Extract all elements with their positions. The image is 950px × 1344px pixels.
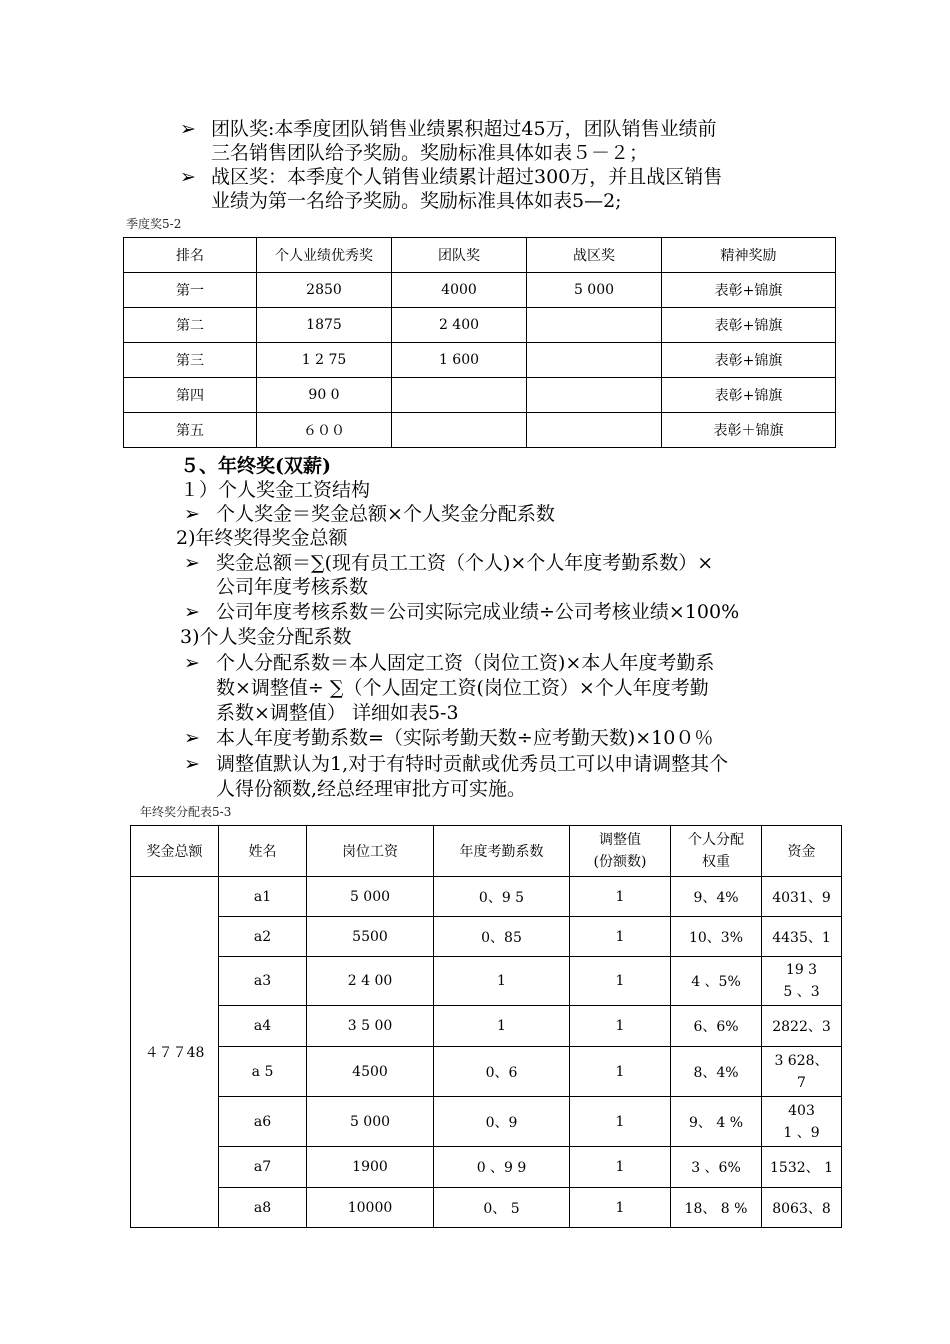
table-cell: 9、 4 % [671, 1097, 762, 1147]
table-cell: 5 000 [527, 273, 662, 308]
paragraph-line: 战区奖：本季度个人销售业绩累计超过300万，并且战区销售 [211, 166, 723, 188]
table-cell: 1 [570, 1188, 671, 1228]
table-cell: a1 [219, 877, 307, 917]
table-cell: 1 [434, 957, 570, 1006]
table-cell: 1 600 [392, 343, 527, 378]
table-cell: 403 1 、9 [762, 1097, 842, 1147]
table-cell: 表彰+锦旗 [662, 273, 836, 308]
column-header: 资金 [762, 826, 842, 877]
table-caption: 年终奖分配表5-3 [140, 805, 232, 819]
table-cell: 1 [570, 1147, 671, 1188]
table-cell: 第一 [124, 273, 257, 308]
table-row [131, 1188, 842, 1228]
table-cell: 3 5 00 [307, 1006, 434, 1047]
table-cell: 表彰+锦旗 [662, 308, 836, 343]
table-cell: a3 [219, 957, 307, 1006]
paragraph-line: 奖金总额＝∑(现有员工工资（个人)×个人年度考勤系数）× [216, 552, 714, 574]
table-cell: 第二 [124, 308, 257, 343]
table-cell: 4500 [307, 1047, 434, 1097]
column-header: 个人分配 权重 [671, 826, 762, 877]
table-cell: 0、85 [434, 917, 570, 957]
table-cell: 1532、 1 [762, 1147, 842, 1188]
table-cell [392, 413, 527, 448]
table-cell: 表彰+锦旗 [662, 378, 836, 413]
paragraph-line: 个人奖金＝奖金总额×个人奖金分配系数 [216, 503, 555, 525]
table-row [124, 308, 836, 343]
subsection-heading: 2)年终奖得奖金总额 [176, 527, 348, 549]
table-cell: 2850 [257, 273, 392, 308]
table-cell: 第四 [124, 378, 257, 413]
paragraph-line: 本人年度考勤系数=（实际考勤天数÷应考勤天数)×10０％ [216, 727, 714, 749]
table-caption: 季度奖5-2 [126, 217, 182, 231]
table-cell: 0、6 [434, 1047, 570, 1097]
paragraph-line: 调整值默认为1,对于有特时贡献或优秀员工可以申请调整其个 [216, 753, 729, 775]
column-header: 岗位工资 [307, 826, 434, 877]
table-row [131, 917, 842, 957]
paragraph-line: 数×调整值÷ ∑（个人固定工资(岗位工资）×个人年度考勤 [216, 677, 709, 699]
paragraph-line: 团队奖:本季度团队销售业绩累积超过45万，团队销售业绩前 [211, 118, 717, 140]
column-header: 姓名 [219, 826, 307, 877]
table-cell [527, 413, 662, 448]
arrow-bullet-icon: ➢ [184, 652, 200, 674]
table-cell: 9、4% [671, 877, 762, 917]
table-cell: 10、3% [671, 917, 762, 957]
arrow-bullet-icon: ➢ [184, 727, 200, 749]
table-cell: 10000 [307, 1188, 434, 1228]
paragraph-line: 个人分配系数＝本人固定工资（岗位工资)×本人年度考勤系 [216, 652, 715, 674]
year-end-bonus-table [130, 825, 842, 1228]
table-cell: 0、9 5 [434, 877, 570, 917]
table-header-row [124, 238, 836, 273]
table-cell: 2 4 00 [307, 957, 434, 1006]
table-cell: 8、4% [671, 1047, 762, 1097]
table-cell: 1 [570, 1006, 671, 1047]
column-header: 排名 [124, 238, 257, 273]
table-cell: 1 2 75 [257, 343, 392, 378]
table-cell [527, 343, 662, 378]
table-row [124, 343, 836, 378]
table-cell: 5500 [307, 917, 434, 957]
table-row [131, 1047, 842, 1097]
table-cell: 3 、6% [671, 1147, 762, 1188]
column-header: 团队奖 [392, 238, 527, 273]
arrow-bullet-icon: ➢ [184, 753, 200, 775]
table-cell: 1 [570, 957, 671, 1006]
paragraph-line: 公司年度考核系数 [216, 576, 369, 598]
table-cell: 0、9 [434, 1097, 570, 1147]
bonus-total-cell: ４７７48 [131, 877, 219, 1228]
paragraph-line: 系数×调整值） 详细如表5-3 [216, 702, 459, 724]
paragraph-line: 人得份额数,经总经理审批方可实施。 [216, 778, 527, 800]
table-row [124, 378, 836, 413]
table-cell: 5 000 [307, 1097, 434, 1147]
table-cell [392, 378, 527, 413]
table-cell: 4031、9 [762, 877, 842, 917]
section-title: ５、年终奖(双薪) [180, 455, 331, 477]
table-row [131, 877, 842, 917]
table-row [131, 1147, 842, 1188]
paragraph-line: 三名销售团队给予奖励。奖励标准具体如表５－２； [211, 142, 649, 164]
table-cell: 1 [570, 917, 671, 957]
table-cell: a8 [219, 1188, 307, 1228]
table-row [124, 413, 836, 448]
table-cell: 1 [434, 1006, 570, 1047]
table-cell: 1 [570, 1097, 671, 1147]
table-cell: 18、 8 % [671, 1188, 762, 1228]
paragraph-line: 业绩为第一名给予奖励。奖励标准具体如表5—2; [211, 190, 622, 212]
table-cell: 2 400 [392, 308, 527, 343]
table-cell: a2 [219, 917, 307, 957]
table-row [131, 1006, 842, 1047]
paragraph-line: 公司年度考核系数＝公司实际完成业绩÷公司考核业绩×100% [216, 601, 740, 623]
table-cell: 8063、8 [762, 1188, 842, 1228]
table-cell: 0、 5 [434, 1188, 570, 1228]
table-row [131, 1097, 842, 1147]
column-header: 调整值 (份额数) [570, 826, 671, 877]
table-cell [527, 378, 662, 413]
table-cell: a7 [219, 1147, 307, 1188]
column-header: 战区奖 [527, 238, 662, 273]
table-cell: a4 [219, 1006, 307, 1047]
subsection-heading: １）个人奖金工资结构 [180, 479, 371, 501]
table-cell: 6、6% [671, 1006, 762, 1047]
arrow-bullet-icon: ➢ [184, 503, 200, 525]
table-cell: 0 、9 9 [434, 1147, 570, 1188]
table-cell: 4435、1 [762, 917, 842, 957]
table-cell: 1900 [307, 1147, 434, 1188]
column-header: 个人业绩优秀奖 [257, 238, 392, 273]
table-cell: 4 、5% [671, 957, 762, 1006]
table-cell: ６００ [257, 413, 392, 448]
table-cell: 2822、3 [762, 1006, 842, 1047]
quarterly-bonus-table [123, 237, 836, 448]
table-cell: 第五 [124, 413, 257, 448]
table-cell [527, 308, 662, 343]
table-cell: 1 [570, 877, 671, 917]
column-header: 年度考勤系数 [434, 826, 570, 877]
table-cell: 90 0 [257, 378, 392, 413]
arrow-bullet-icon: ➢ [184, 552, 200, 574]
table-cell: 1 [570, 1047, 671, 1097]
table-cell: a6 [219, 1097, 307, 1147]
table-cell: 1875 [257, 308, 392, 343]
table-cell: 第三 [124, 343, 257, 378]
table-header-row [131, 826, 842, 877]
subsection-heading: 3)个人奖金分配系数 [180, 626, 352, 648]
column-header: 奖金总额 [131, 826, 219, 877]
arrow-bullet-icon: ➢ [180, 118, 196, 140]
table-row [124, 273, 836, 308]
table-cell: 表彰＋锦旗 [662, 413, 836, 448]
table-cell: 表彰+锦旗 [662, 343, 836, 378]
table-cell: 4000 [392, 273, 527, 308]
column-header: 精神奖励 [662, 238, 836, 273]
table-cell: a 5 [219, 1047, 307, 1097]
table-cell: 3 628、 7 [762, 1047, 842, 1097]
table-cell: 5 000 [307, 877, 434, 917]
arrow-bullet-icon: ➢ [184, 601, 200, 623]
table-cell: 19 3 5 、3 [762, 957, 842, 1006]
arrow-bullet-icon: ➢ [180, 166, 196, 188]
table-row [131, 957, 842, 1006]
